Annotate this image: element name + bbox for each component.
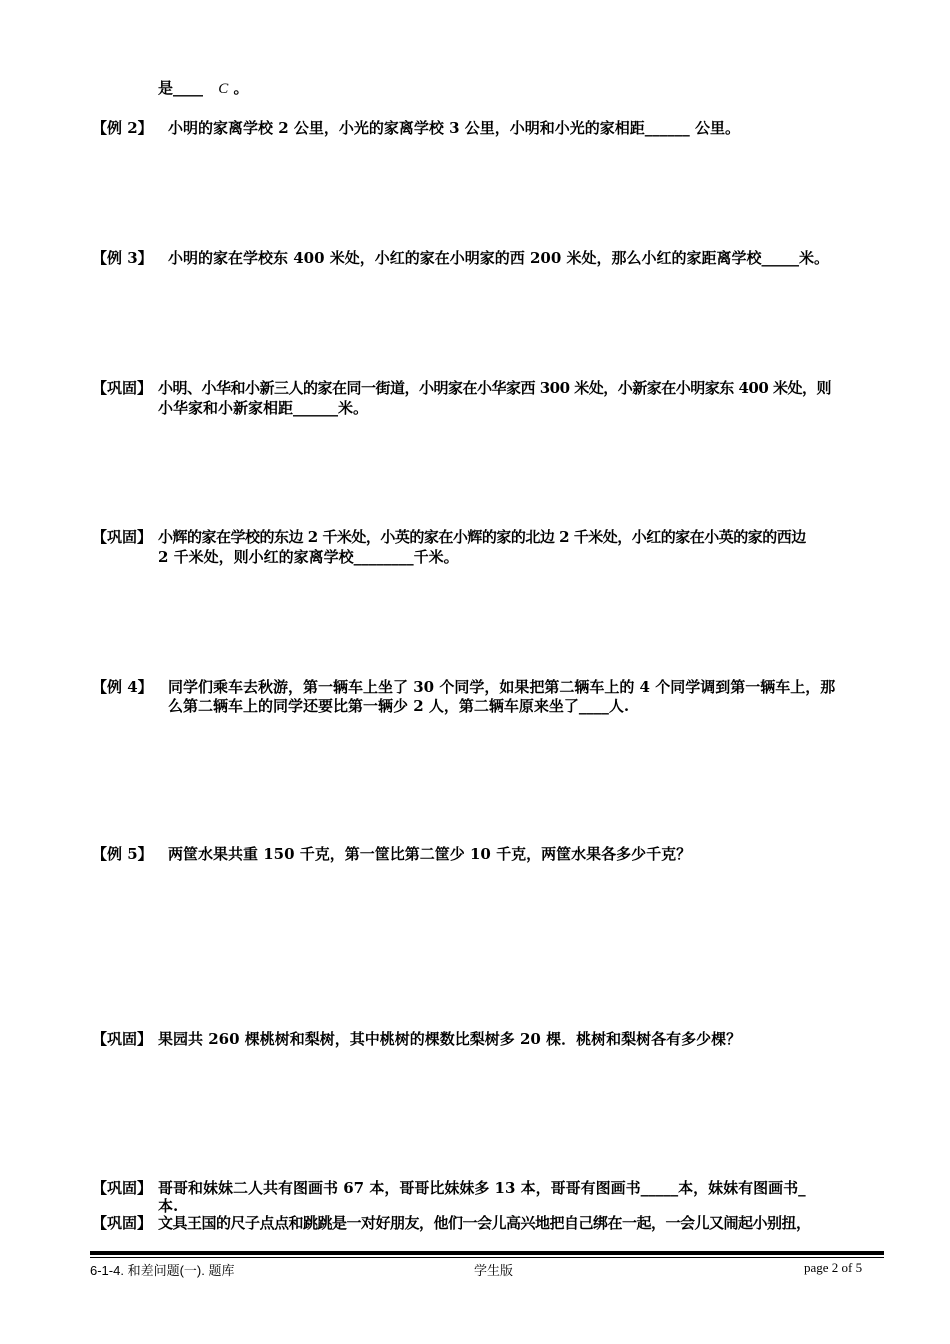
practice-4-line-2: 本. xyxy=(158,1197,179,1215)
continuation-suffix: 。 xyxy=(233,79,249,97)
footer-rule-thick xyxy=(90,1251,884,1255)
footer-rule-thin xyxy=(90,1257,884,1258)
practice-5 xyxy=(92,1213,811,1233)
practice-1 xyxy=(92,378,831,398)
item-tag: 【巩固】 xyxy=(92,528,153,546)
item-text: 哥哥和妹妹二人共有图画书 67 本，哥哥比妹妹多 13 本，哥哥有图画书_____本，妹妹有图画书_ xyxy=(158,1179,806,1197)
example-5 xyxy=(92,844,691,864)
item-text: 文具王国的尺子点点和跳跳是一对好朋友，他们一会儿高兴地把自己绑在一起，一会儿又闹起小别扭， xyxy=(158,1214,811,1232)
answer-option: C xyxy=(218,81,229,97)
continuation-line xyxy=(158,78,249,99)
practice-1-line-2: 小华家和小新家相距______米。 xyxy=(158,399,369,417)
item-tag: 【巩固】 xyxy=(92,1214,153,1232)
practice-2-line-2: 2 千米处，则小红的家离学校________千米。 xyxy=(158,548,459,566)
item-tag: 【巩固】 xyxy=(92,379,153,397)
continuation-prefix: 是____ xyxy=(158,79,204,97)
practice-3 xyxy=(92,1029,741,1049)
footer-left: 6-1-4. 和差问题(一). 题库 xyxy=(90,1263,235,1278)
item-text: 小辉的家在学校的东边 2 千米处，小英的家在小辉的家的北边 2 千米处，小红的家在小英的家的西边 xyxy=(158,528,806,546)
item-text: 果园共 260 棵桃树和梨树，其中桃树的棵数比梨树多 20 棵．桃树和梨树各有多少棵？ xyxy=(158,1030,742,1048)
item-tag: 【例 3】 xyxy=(92,249,153,267)
item-tag: 【巩固】 xyxy=(92,1030,153,1048)
item-tag: 【例 4】 xyxy=(92,678,153,696)
item-text: 小明、小华和小新三人的家在同一街道，小明家在小华家西 300 米处，小新家在小明家东 400 米处，则 xyxy=(158,379,832,397)
example-4-line-2: 么第二辆车上的同学还要比第一辆少 2 人，第二辆车原来坐了____人. xyxy=(168,697,630,715)
item-text: 小明的家离学校 2 公里，小光的家离学校 3 公里，小明和小光的家相距______ 公里。 xyxy=(168,119,740,137)
example-2 xyxy=(92,118,740,138)
item-text: 同学们乘车去秋游，第一辆车上坐了 30 个同学，如果把第二辆车上的 4 个同学调到第一辆车上，那 xyxy=(168,678,836,696)
example-3 xyxy=(92,248,829,268)
item-tag: 【例 5】 xyxy=(92,845,153,863)
practice-2 xyxy=(92,527,806,547)
footer-center: 学生版 xyxy=(474,1263,514,1278)
practice-4 xyxy=(92,1178,806,1198)
item-tag: 【巩固】 xyxy=(92,1179,153,1197)
item-text: 两筐水果共重 150 千克，第一筐比第二筐少 10 千克，两筐水果各多少千克？ xyxy=(168,845,692,863)
example-4 xyxy=(92,677,835,697)
item-text: 小明的家在学校东 400 米处，小红的家在小明家的西 200 米处，那么小红的家距离学校_____米。 xyxy=(168,249,830,267)
item-tag: 【例 2】 xyxy=(92,119,153,137)
footer-right: page 2 of 5 xyxy=(804,1260,863,1275)
